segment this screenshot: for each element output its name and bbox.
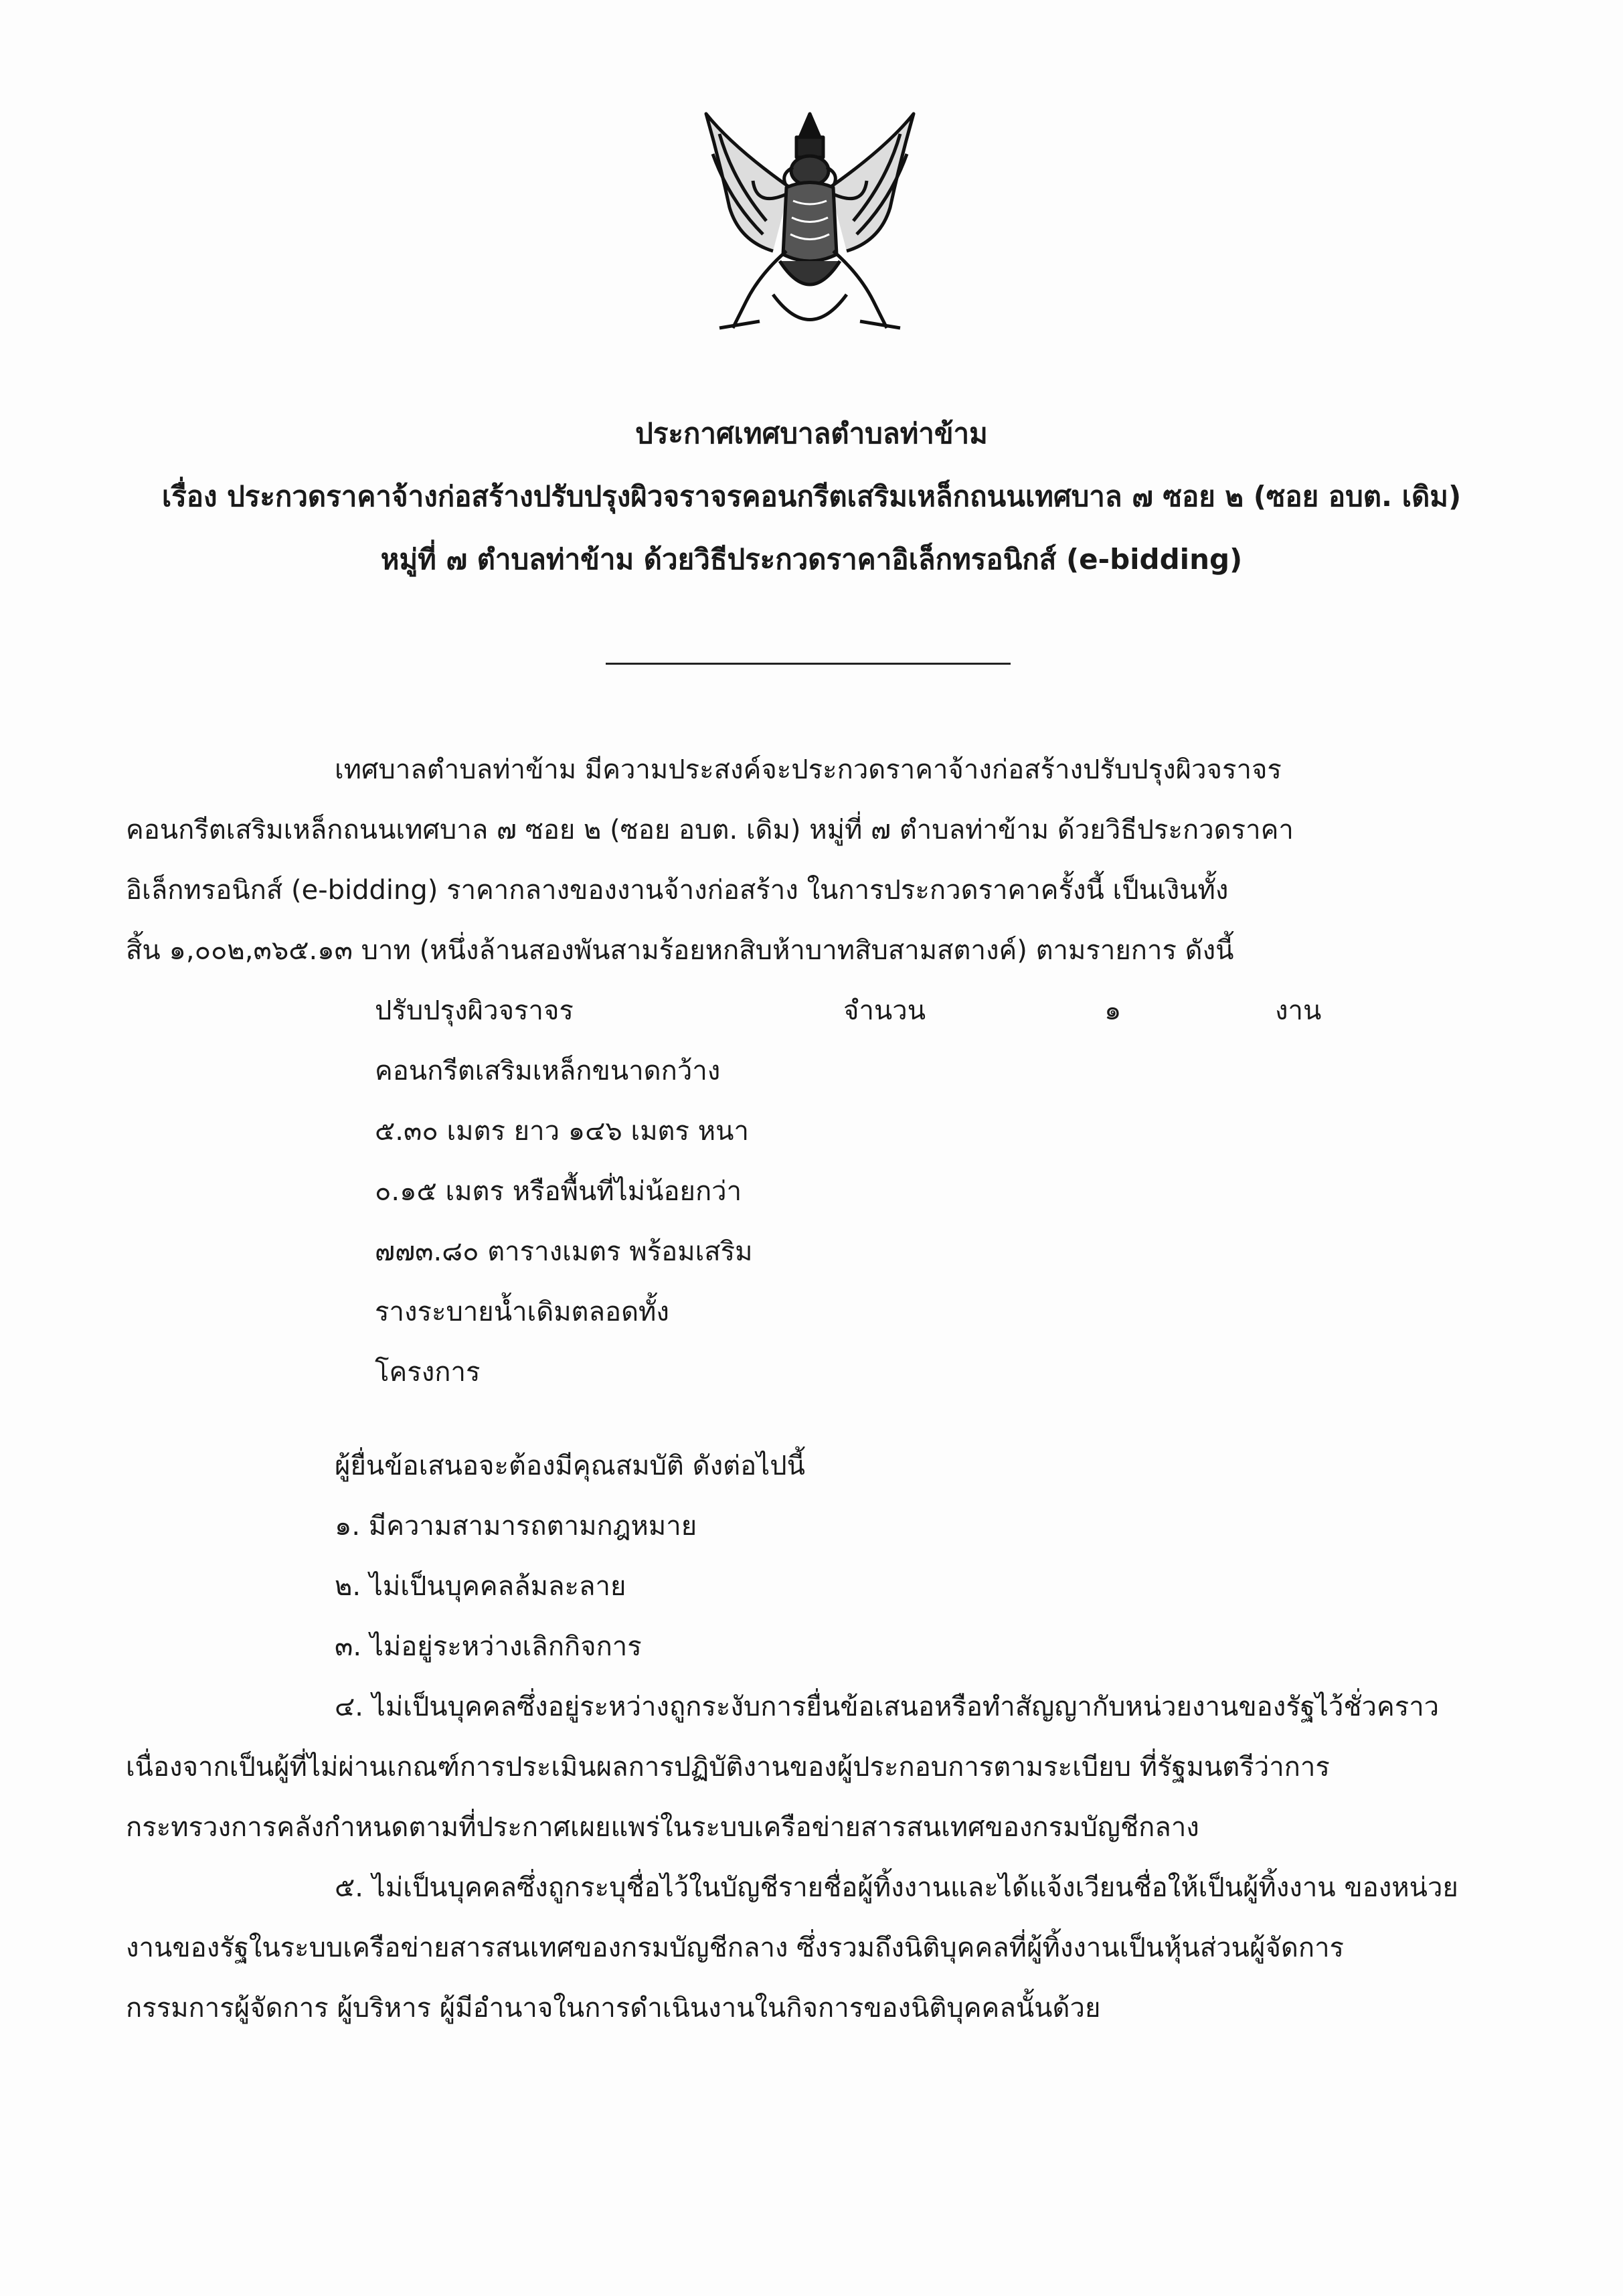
- qualification-4-line-3: กระทรวงการคลังกำหนดตามที่ประกาศเผยแพร่ในระบบเครือข่ายสารสนเทศของกรมบัญชีกลาง: [126, 1812, 1199, 1843]
- qualification-1: ๑. มีความสามารถตามกฎหมาย: [335, 1511, 697, 1542]
- qualification-3: ๓. ไม่อยู่ระหว่างเลิกกิจการ: [335, 1631, 642, 1662]
- item-desc-line-7: โครงการ: [375, 1357, 481, 1388]
- qualification-5-line-1: ๕. ไม่เป็นบุคคลซึ่งถูกระบุชื่อไว้ในบัญชีรายชื่อผู้ทิ้งงานและได้แจ้งเวียนชื่อให้เป็นผู้ทิ้งงาน ของหน่วย: [335, 1872, 1458, 1903]
- intro-line-3: อิเล็กทรอนิกส์ (e-bidding) ราคากลางของงานจ้างก่อสร้าง ในการประกวดราคาครั้งนี้ เป็นเงินทั้ง: [126, 875, 1229, 906]
- intro-line-2: คอนกรีตเสริมเหล็กถนนเทศบาล ๗ ซอย ๒ (ซอย อบต. เดิม) หมู่ที่ ๗ ตำบลท่าข้าม ด้วยวิธีประกวดราคา: [126, 815, 1294, 845]
- intro-line-1: เทศบาลตำบลท่าข้าม มีความประสงค์จะประกวดราคาจ้างก่อสร้างปรับปรุงผิวจราจร: [335, 754, 1282, 785]
- announcement-subject-line-1: เรื่อง ประกวดราคาจ้างก่อสร้างปรับปรุงผิวจราจรคอนกรีตเสริมเหล็กถนนเทศบาล ๗ ซอย ๒ (ซอย อบต. เดิม): [161, 480, 1462, 513]
- item-desc-line-6: รางระบายน้ำเดิมตลอดทั้ง: [375, 1297, 669, 1327]
- garuda-emblem-icon: [693, 107, 927, 345]
- qualification-4-line-2: เนื่องจากเป็นผู้ที่ไม่ผ่านเกณฑ์การประเมินผลการปฏิบัติงานของผู้ประกอบการตามระเบียบ ที่รัฐมนตรีว่าการ: [126, 1752, 1330, 1783]
- announcement-subject-line-2: หมู่ที่ ๗ ตำบลท่าข้าม ด้วยวิธีประกวดราคาอิเล็กทรอนิกส์ (e-bidding): [380, 543, 1243, 576]
- item-unit: งาน: [1275, 995, 1322, 1026]
- item-desc-line-1: ปรับปรุงผิวจราจร: [375, 995, 574, 1026]
- header-divider: [606, 663, 1011, 665]
- qualification-4-line-1: ๔. ไม่เป็นบุคคลซึ่งอยู่ระหว่างถูกระงับการยื่นข้อเสนอหรือทำสัญญากับหน่วยงานของรัฐไว้ชั่วคราว: [335, 1692, 1440, 1722]
- item-qty-value: ๑: [1104, 995, 1122, 1026]
- qualification-2: ๒. ไม่เป็นบุคคลล้มละลาย: [335, 1571, 626, 1602]
- qualification-5-line-3: กรรมการผู้จัดการ ผู้บริหาร ผู้มีอำนาจในการดำเนินงานในกิจการของนิติบุคคลนั้นด้วย: [126, 1993, 1101, 2024]
- qualifications-heading: ผู้ยื่นข้อเสนอจะต้องมีคุณสมบัติ ดังต่อไปนี้: [335, 1451, 805, 1481]
- qualification-5-line-2: งานของรัฐในระบบเครือข่ายสารสนเทศของกรมบัญชีกลาง ซึ่งรวมถึงนิติบุคคลที่ผู้ทิ้งงานเป็นหุ้นส่วนผู้จัดการ: [126, 1933, 1345, 1963]
- intro-line-4: สิ้น ๑,๐๐๒,๓๖๕.๑๓ บาท (หนึ่งล้านสองพันสามร้อยหกสิบห้าบาทสิบสามสตางค์) ตามรายการ ดังนี้: [126, 935, 1234, 966]
- item-qty-label: จำนวน: [843, 995, 926, 1026]
- announcement-title: ประกาศเทศบาลตำบลท่าข้าม: [635, 417, 988, 450]
- item-desc-line-4: ๐.๑๕ เมตร หรือพื้นที่ไม่น้อยกว่า: [375, 1176, 742, 1207]
- item-desc-line-2: คอนกรีตเสริมเหล็กขนาดกว้าง: [375, 1056, 721, 1086]
- item-desc-line-3: ๕.๓๐ เมตร ยาว ๑๔๖ เมตร หนา: [375, 1116, 749, 1147]
- item-desc-line-5: ๗๗๓.๘๐ ตารางเมตร พร้อมเสริม: [375, 1236, 753, 1267]
